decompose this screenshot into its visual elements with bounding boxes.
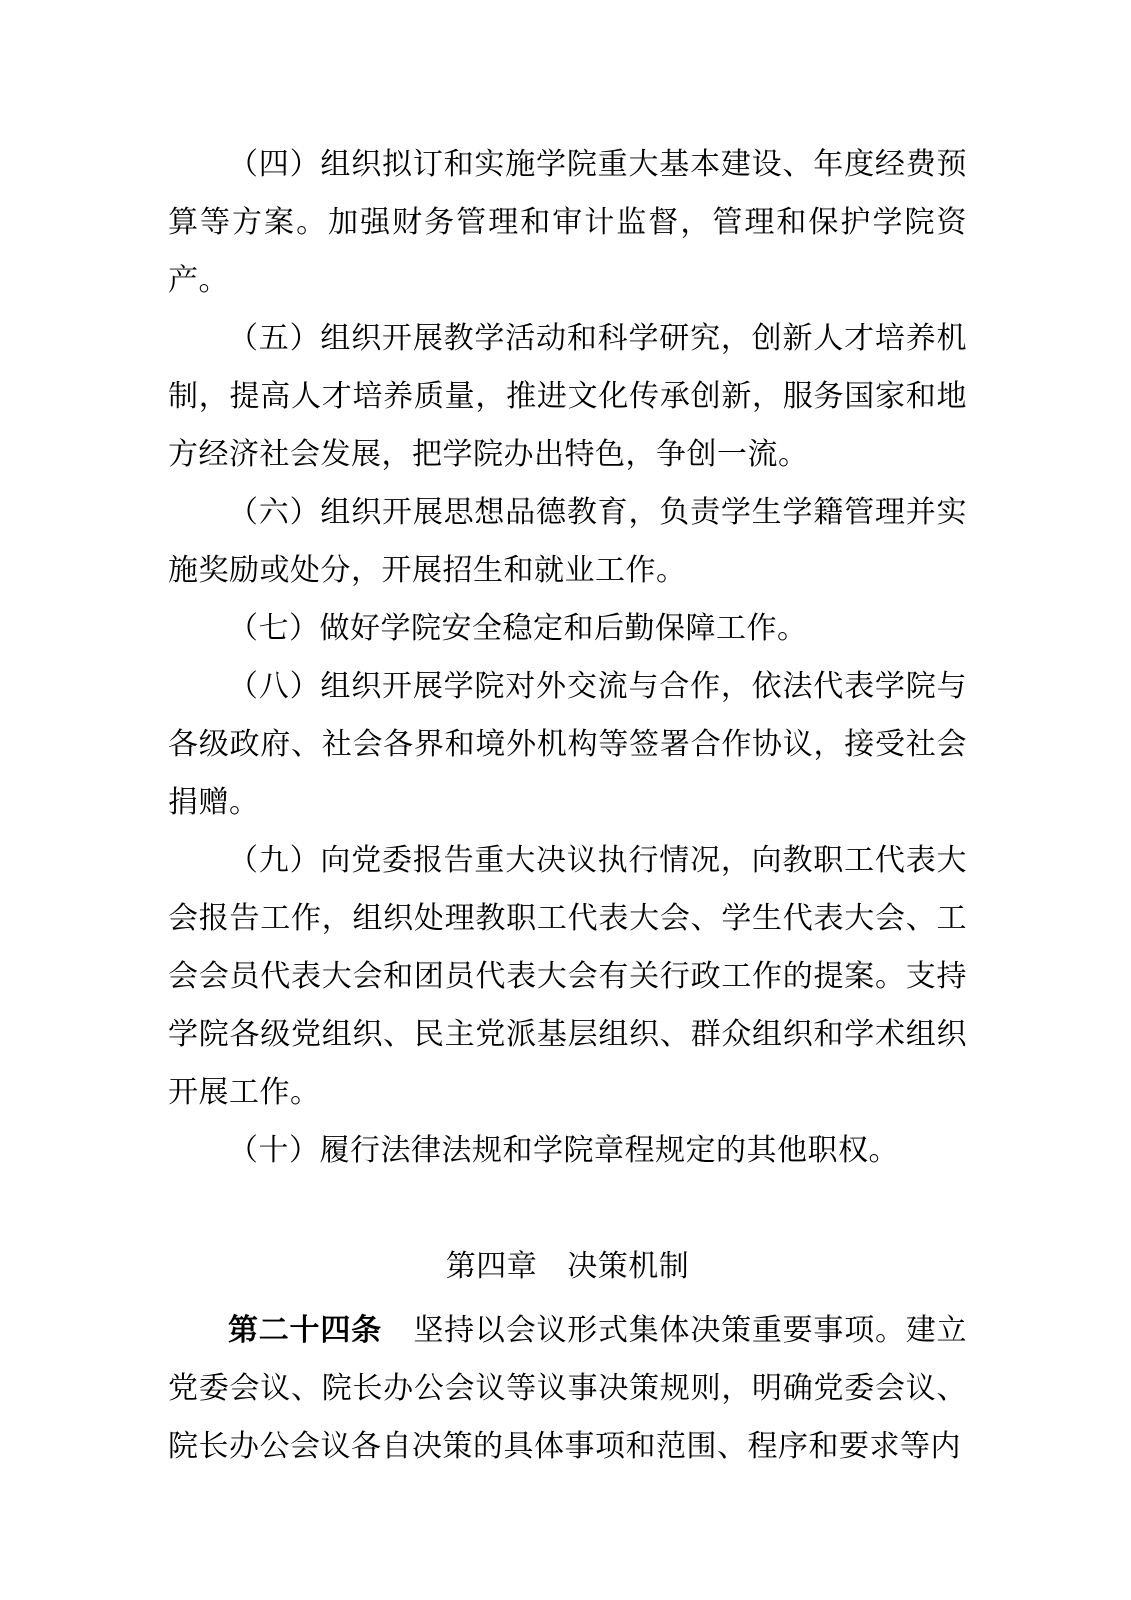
clause-paragraph-9: （九）向党委报告重大决议执行情况，向教职工代表大会报告工作，组织处理教职工代表大会、学生代表大会、工会会员代表大会和团员代表大会有关行政工作的提案。支持学院各级党组织、民主党派基层组织、群众组织和学术组织开展工作。 <box>168 844 967 1109</box>
clause-paragraph-7: （七）做好学院安全稳定和后勤保障工作。 <box>228 612 808 645</box>
chapter-heading <box>168 1238 967 1296</box>
article-24-label: 第二十四条 <box>228 1314 382 1347</box>
article-24-body: 坚持以会议形式集体决策重要事项。建立党委会议、院长办公会议等议事决策规则，明确党委会议、院长办公会议各自决策的具体事项和范围、程序和要求等内 <box>168 1314 968 1463</box>
article-24-paragraph <box>168 1302 967 1476</box>
chapter-number: 第四章 <box>445 1250 538 1283</box>
clause-paragraph-6: （六）组织开展思想品德教育，负责学生学籍管理并实施奖励或处分，开展招生和就业工作。 <box>168 496 967 587</box>
clause-paragraph-8: （八）组织开展学院对外交流与合作，依法代表学院与各级政府、社会各界和境外机构等签署合作协议，接受社会捐赠。 <box>168 670 967 819</box>
clause-paragraph-4: （四）组织拟订和实施学院重大基本建设、年度经费预算等方案。加强财务管理和审计监督，管理和保护学院资产。 <box>168 148 967 297</box>
clause-paragraph-5: （五）组织开展教学活动和科学研究，创新人才培养机制，提高人才培养质量，推进文化传承创新，服务国家和地方经济社会发展，把学院办出特色，争创一流。 <box>168 322 967 471</box>
clause-paragraph-10: （十）履行法律法规和学院章程规定的其他职权。 <box>228 1134 899 1167</box>
chapter-title: 决策机制 <box>567 1250 690 1283</box>
